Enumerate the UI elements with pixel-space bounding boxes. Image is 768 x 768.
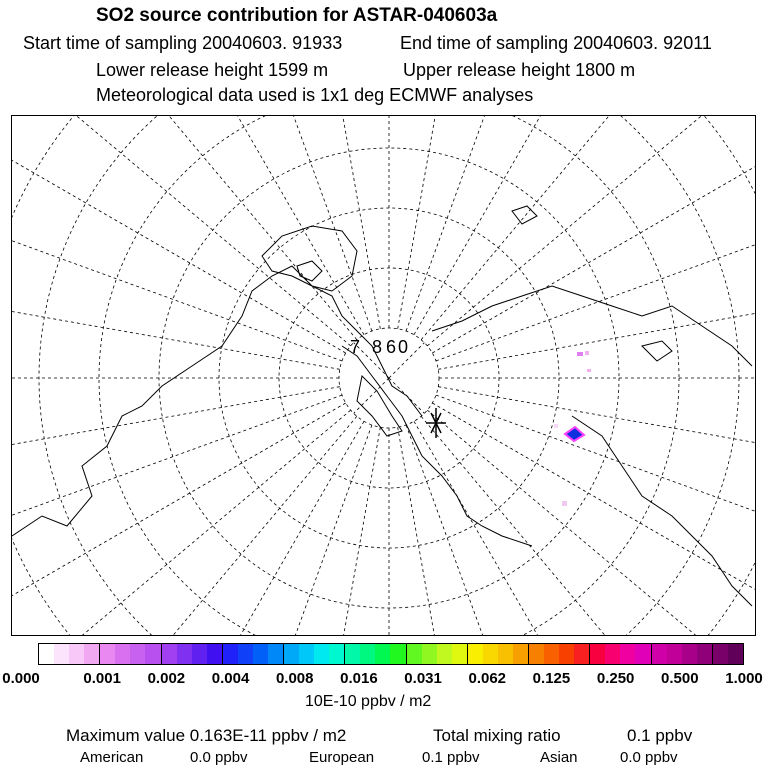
meridian-line (438, 387, 756, 535)
colorbar-segment (544, 644, 559, 664)
colorbar-segment (161, 644, 177, 664)
european-label: European (309, 749, 375, 766)
meridian-line (81, 116, 372, 331)
meridian-line (233, 116, 381, 329)
meridian-line (12, 116, 364, 335)
asian-value: 0.0 ppbv (620, 749, 678, 766)
meridian-line (398, 116, 546, 329)
met-data-label: Meteorological data used is 1x1 deg ECMWF analyses (96, 85, 534, 105)
meridian-line (81, 425, 372, 636)
meridian-line (12, 116, 351, 346)
colorbar-tick-label: 1.000 (725, 670, 763, 687)
colorbar-segment (667, 644, 682, 664)
colorbar-segment (222, 644, 238, 664)
colorbar-segment (390, 644, 405, 664)
colorbar-segment (605, 644, 620, 664)
colorbar-segment (54, 644, 69, 664)
meridian-line (436, 395, 756, 636)
so2-plume (554, 351, 591, 506)
meridian-line (421, 116, 756, 340)
colorbar-segment (177, 644, 192, 664)
latitude-circle (12, 116, 756, 636)
coastlines (12, 206, 752, 606)
plume-cell-2 (577, 352, 583, 356)
meridian-line (436, 116, 756, 361)
lower-height-label: Lower release height 1599 m (96, 60, 329, 80)
colorbar (38, 643, 744, 665)
colorbar-segment (422, 644, 437, 664)
colorbar-segment (207, 644, 222, 664)
colorbar-segment (513, 644, 528, 664)
coastline-europe (342, 346, 532, 546)
graticule (12, 116, 756, 636)
colorbar-segment (145, 644, 160, 664)
colorbar-segment (344, 644, 360, 664)
total-mixing-label: Total mixing ratio (433, 726, 561, 745)
meridian-line (421, 416, 756, 636)
colorbar-segment (360, 644, 375, 664)
colorbar-segment (574, 644, 589, 664)
total-mixing-value: 0.1 ppbv (627, 726, 693, 745)
colorbar-tick-label: 0.016 (340, 670, 378, 687)
meridian-line (406, 116, 697, 331)
meridian-line (12, 403, 346, 636)
colorbar-tick-label: 0.000 (2, 670, 40, 687)
pole-cross-line (354, 378, 389, 413)
american-value: 0.0 ppbv (190, 749, 248, 766)
colorbar-segment (130, 644, 145, 664)
contour-labels (350, 337, 408, 357)
colorbar-units: 10E-10 ppbv / m2 (305, 693, 432, 710)
map-canvas (12, 116, 756, 636)
colorbar-tick-label: 0.001 (83, 670, 121, 687)
meridian-line (233, 427, 381, 636)
plume-cell-6 (554, 424, 558, 428)
colorbar-segment (299, 644, 314, 664)
colorbar-tick-label: 0.002 (147, 670, 186, 687)
asian-label: Asian (540, 749, 578, 766)
meridian-line (398, 427, 546, 636)
colorbar-segment (375, 644, 390, 664)
contour-label-7: 7 (350, 337, 361, 357)
colorbar-tick-label: 0.500 (661, 670, 699, 687)
coastline-north-america (12, 266, 422, 536)
colorbar-segment (253, 644, 268, 664)
meridian-line (438, 222, 756, 370)
colorbar-segment (559, 644, 574, 664)
european-value: 0.1 ppbv (422, 749, 480, 766)
colorbar-segment (452, 644, 467, 664)
coastline-asia (432, 286, 752, 366)
colorbar-tick-label: 0.125 (532, 670, 571, 687)
map-title: SO2 source contribution for ASTAR-040603a (96, 5, 498, 26)
meridian-line (12, 116, 346, 353)
colorbar-segment (238, 644, 253, 664)
colorbar-segment (697, 644, 712, 664)
meridian-line (414, 116, 756, 335)
plume-cell-4 (587, 369, 591, 372)
coastline-east-asia (572, 416, 752, 606)
colorbar-segment (192, 644, 207, 664)
coastline-islands-3 (642, 341, 672, 361)
colorbar-segment (589, 644, 605, 664)
meridian-line (12, 421, 364, 636)
upper-height-label: Upper release height 1800 m (403, 60, 636, 80)
colorbar-segment (115, 644, 130, 664)
colorbar-segment (329, 644, 344, 664)
colorbar-tick-label: 0.031 (404, 670, 442, 687)
colorbar-segment (283, 644, 299, 664)
meridian-line (427, 410, 756, 636)
colorbar-segment (437, 644, 452, 664)
plume-cell-3 (585, 351, 589, 355)
contour-label-8: 8 (372, 337, 383, 357)
plume-cell-5 (562, 501, 567, 506)
colorbar-segment (84, 644, 99, 664)
colorbar-segment (651, 644, 667, 664)
colorbar-segment (712, 644, 728, 664)
colorbar-tick-label: 0.008 (275, 670, 314, 687)
colorbar-tick-label: 0.004 (211, 670, 250, 687)
colorbar-segment (528, 644, 544, 664)
colorbar-segment (314, 644, 329, 664)
colorbar-segment (728, 644, 743, 664)
max-value-label: Maximum value 0.163E-11 ppbv / m2 (66, 726, 347, 745)
meridian-line (406, 425, 697, 636)
colorbar-segment (635, 644, 650, 664)
colorbar-segment (620, 644, 635, 664)
american-label: American (80, 749, 144, 766)
end-time-label: End time of sampling 20040603. 92011 (400, 33, 712, 53)
meridian-line (432, 403, 756, 636)
plume-cell-1 (565, 427, 584, 441)
coastline-islands-2 (512, 206, 537, 224)
colorbar-tick-label: 0.250 (596, 670, 635, 687)
colorbar-segment (39, 644, 54, 664)
colorbar-tick-label: 0.062 (468, 670, 507, 687)
colorbar-segment (99, 644, 115, 664)
coastline-scandinavia (357, 376, 402, 436)
colorbar-segment (69, 644, 84, 664)
polar-map (11, 115, 756, 636)
colorbar-segment (406, 644, 422, 664)
colorbar-segment (467, 644, 483, 664)
colorbar-segment (268, 644, 283, 664)
contour-label-0: 0 (398, 337, 409, 357)
coastline-greenland (262, 226, 357, 291)
colorbar-segment (483, 644, 498, 664)
start-time-label: Start time of sampling 20040603. 91933 (23, 33, 343, 53)
colorbar-segment (682, 644, 697, 664)
coastline-islands-1 (297, 261, 322, 281)
meridian-line (414, 421, 756, 636)
colorbar-segment (498, 644, 513, 664)
release-site-marker (426, 408, 446, 438)
contour-label-6: 6 (386, 337, 397, 357)
